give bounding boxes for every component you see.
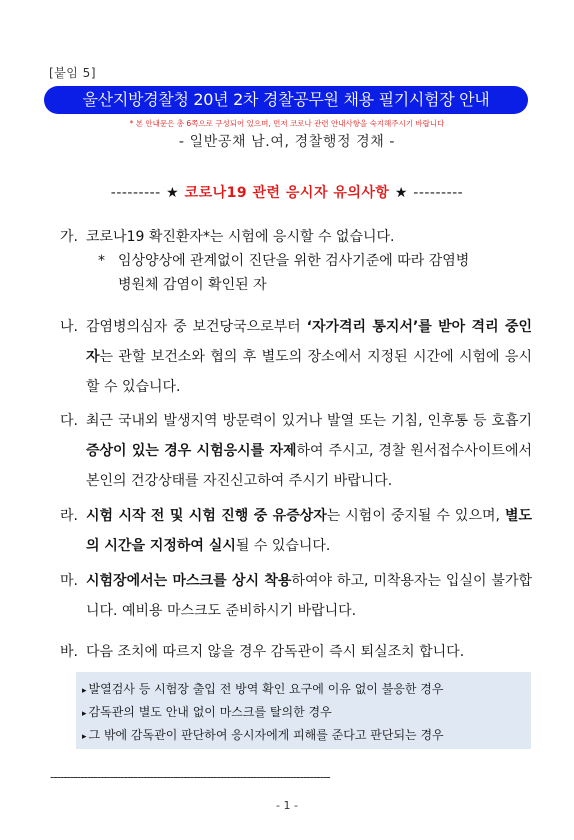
asterisk-icon: *: [98, 253, 105, 269]
footnote-cont: [98, 273, 528, 297]
item-text: 감염병의심자 중 보건당국으로부터 ‘자가격리 통지서’를 받아 격리 중인 자는 관할 보건소와 협의 후 별도의 장소에서 지정된 시간에 시험에 응시할 수 있습니다.: [86, 319, 533, 395]
item-marker: 바.: [60, 644, 78, 660]
item-text: 최근 국내외 발생지역 방문력이 있거나 발열 또는 기침, 인후통 등 호흡기 증상이 있는 경우 시험응시를 자제하여 주시고, 경찰 원서접수사이트에서 본인의 건강상태를 자진신고하여 주시기 바랍니다.: [86, 413, 532, 489]
emphasis: ‘자가격리 통지서’를 받아 격리 중인 자: [86, 319, 533, 365]
emphasis: 별도의 시간을 지정하여 실시: [86, 508, 532, 554]
triangle-right-icon: ▸: [82, 686, 87, 696]
triangle-right-icon: ▸: [82, 732, 87, 742]
measures-box: [76, 672, 531, 749]
star-icon: ★: [394, 185, 408, 201]
triangle-right-icon: ▸: [82, 709, 87, 719]
page-title: 울산지방경찰청 20년 2차 경찰공무원 채용 필기시험장 안내: [44, 86, 528, 114]
list-item-ra: [60, 501, 532, 561]
dashed-divider: ------------------------------------------------------------------------------------: [50, 770, 330, 784]
footnote: [98, 249, 528, 273]
dashes-right: ---------: [413, 185, 464, 201]
item-marker: 나.: [60, 319, 78, 335]
list-item: ▸ 발열검사 등 시험장 출입 전 방역 확인 요구에 이유 없이 불응한 경우: [82, 682, 444, 696]
item-text: 시험장에서는 마스크를 상시 착용하여야 하고, 미착용자는 입실이 불가합니다. 예비용 마스크도 준비하시기 바랍니다.: [86, 573, 532, 619]
emphasis: 증상이 있는 경우 시험응시를 자제: [86, 443, 297, 459]
notice-text: * 본 안내문은 총 6쪽으로 구성되어 있으며, 먼저 코로나 관련 안내사항을 숙지해주시기 바랍니다: [129, 119, 445, 128]
item-marker: 가.: [60, 229, 78, 245]
list-item-na: [60, 312, 532, 402]
footnote-line-2: 병원체 감염이 확인된 자: [118, 277, 267, 293]
item-text: 코로나19 확진환자*는 시험에 응시할 수 없습니다.: [86, 229, 395, 245]
dashes-left: ---------: [110, 185, 161, 201]
item-text: 시험 시작 전 및 시험 진행 중 유증상자는 시험이 중지될 수 있으며, 별도의 시간을 지정하여 실시될 수 있습니다.: [86, 508, 532, 554]
star-icon: ★: [166, 185, 180, 201]
page-number: - 1 -: [276, 799, 298, 812]
section-heading: [0, 182, 574, 202]
page-subtitle: - 일반공채 남.여, 경찰행정 경채 -: [178, 134, 396, 150]
item-marker: 마.: [60, 573, 78, 589]
list-item: ▸ 감독관의 별도 안내 없이 마스크를 탈의한 경우: [82, 705, 332, 719]
section-heading-text: 코로나19 관련 응시자 유의사항: [184, 185, 390, 201]
footnote-line-1: 임상양상에 관계없이 진단을 위한 검사기준에 따라 감염병: [118, 253, 470, 269]
list-item: ▸ 그 밖에 감독관이 판단하여 응시자에게 피해를 준다고 판단되는 경우: [82, 728, 444, 742]
item-marker: 라.: [60, 508, 78, 524]
item-marker: 다.: [60, 413, 78, 429]
list-item-da: [60, 406, 532, 496]
item-text: 다음 조치에 따르지 않을 경우 감독관이 즉시 퇴실조치 합니다.: [86, 644, 465, 660]
emphasis: 시험 시작 전 및 시험 진행 중 유증상자: [86, 508, 327, 524]
attachment-label: [붙임 5]: [49, 66, 96, 80]
emphasis: 시험장에서는 마스크를 상시 착용: [86, 573, 292, 589]
list-item-ma: [60, 566, 532, 626]
list-item-ba: [60, 637, 532, 667]
list-item-ga: [60, 222, 532, 252]
